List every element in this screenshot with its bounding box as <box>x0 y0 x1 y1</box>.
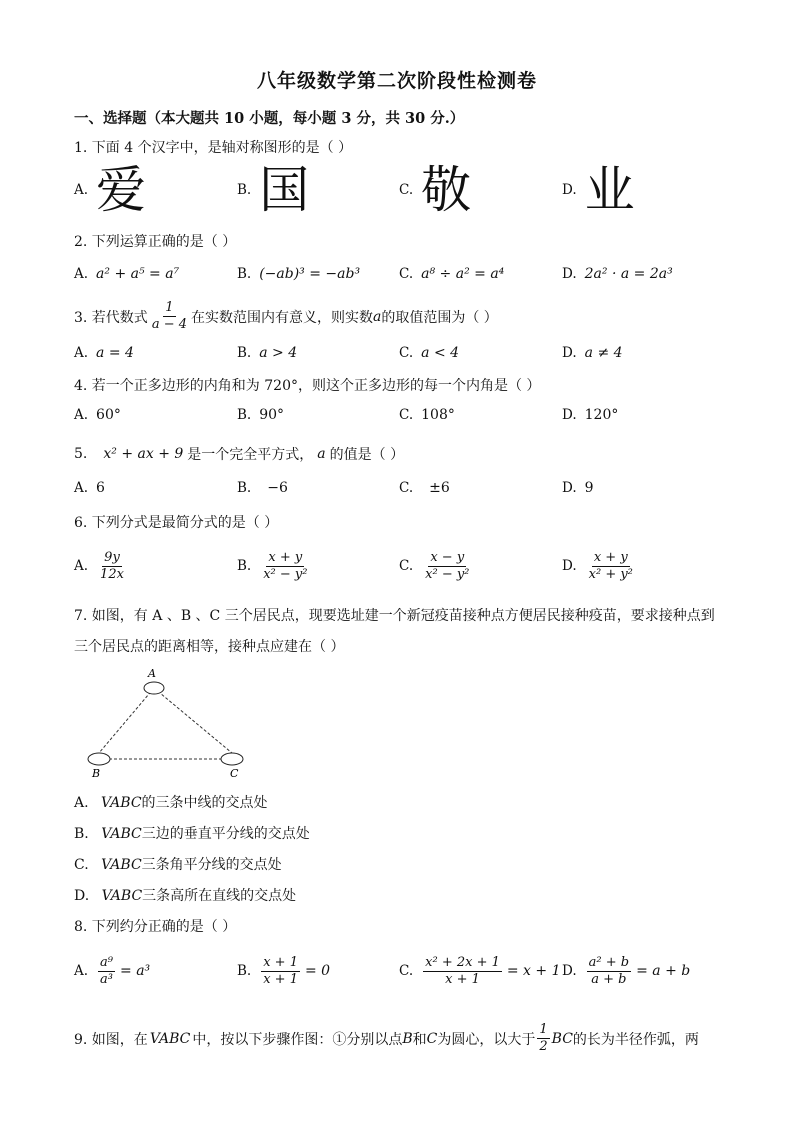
question-9-stem: 9. 如图，在 VABC 中，按以下步骤作图：①分别以点 B 和 C 为圆心，以大于 $\frac{1}{2}$ BC 的长为半径作弧，两 <box>74 1022 699 1054</box>
question-1-options <box>74 160 734 220</box>
point-b-marker <box>88 753 110 765</box>
label-c: C <box>230 767 239 780</box>
question-4-stem: 4. 若一个正多边形的内角和为 720°，则这个正多边形的每一个内角是（ ） <box>74 378 541 394</box>
option-c[interactable]: C. a < 4 <box>399 345 460 361</box>
option-a[interactable]: A. a² + a⁵ = a⁷ <box>74 266 180 282</box>
option-d[interactable]: D. a ≠ 4 <box>562 345 623 361</box>
question-7-option-c[interactable]: C. VABC三条角平分线的交点处 <box>74 857 282 873</box>
char-guo: 国 <box>259 161 310 219</box>
question-7-option-b[interactable]: B. VABC三边的垂直平分线的交点处 <box>74 826 310 842</box>
question-7-stem-line2: 三个居民点的距离相等，接种点应建在（ ） <box>74 639 345 655</box>
fraction: $\frac{1}{a - 4}$ <box>151 300 187 332</box>
option-c[interactable]: C. ±6 <box>399 480 450 496</box>
option-d[interactable]: D. 业 <box>562 161 635 219</box>
question-7-option-a[interactable]: A. VABC的三条中线的交点处 <box>74 795 268 811</box>
question-3-stem: 3. 若代数式 $\frac{1}{a - 4}$ 在实数范围内有意义，则实数 a 的取值范围为（ ） <box>74 300 498 332</box>
question-7-stem-line1: 7. 如图，有 A 、B 、C 三个居民点，现要选址建一个新冠疫苗接种点方便居民接种疫苗，要求接种点到 <box>74 608 715 624</box>
question-3-options <box>74 338 734 368</box>
option-b[interactable]: B. (−ab)³ = −ab³ <box>237 266 361 282</box>
option-a[interactable]: A. 6 <box>74 480 105 496</box>
option-b[interactable]: B. 90° <box>237 407 285 423</box>
option-d[interactable]: D. $\frac{\text{a² + b}}{a + b}$ = a + b <box>562 954 691 987</box>
page-title: 八年级数学第二次阶段性检测卷 <box>256 70 537 92</box>
triangle-figure <box>82 664 252 782</box>
option-a[interactable]: A. 爱 <box>74 161 147 219</box>
edge-ac <box>154 688 232 753</box>
label-a: A <box>148 667 156 680</box>
fraction-half: $\frac{1}{2}$ <box>539 1022 548 1054</box>
option-c[interactable]: C. 敬 <box>399 161 472 219</box>
char-jing: 敬 <box>421 161 472 219</box>
option-b[interactable]: B. −6 <box>237 480 288 496</box>
option-c[interactable]: C. $\frac{\text{x² + 2x + 1}}{x + 1}$ = x + 1 <box>399 954 561 987</box>
option-d[interactable]: D. $\frac{x + y}{\text{x² + y²}}$ <box>562 549 633 582</box>
question-2-stem: 2. 下列运算正确的是（ ） <box>74 234 237 250</box>
option-d[interactable]: D. 9 <box>562 480 594 496</box>
question-8-stem: 8. 下列约分正确的是（ ） <box>74 919 237 935</box>
option-d[interactable]: D. 120° <box>562 407 619 423</box>
char-ye: 业 <box>584 161 635 219</box>
option-a[interactable]: A. a = 4 <box>74 345 134 361</box>
option-b[interactable]: B. a > 4 <box>237 345 298 361</box>
option-c[interactable]: C. a⁸ ÷ a² = a⁴ <box>399 266 505 282</box>
option-b[interactable]: B. $\frac{x + 1}{x + 1}$ = 0 <box>237 954 331 987</box>
label-b: B <box>92 767 101 780</box>
question-4-options <box>74 400 734 430</box>
option-b[interactable]: B. 国 <box>237 161 310 219</box>
option-b[interactable]: B. $\frac{x + y}{\text{x² − y²}}$ <box>237 549 308 582</box>
point-c-marker <box>221 753 243 765</box>
option-c[interactable]: C. 108° <box>399 407 455 423</box>
point-a-marker <box>144 682 164 694</box>
question-6-stem: 6. 下列分式是最简分式的是（ ） <box>74 515 279 531</box>
question-5-stem: 5. x² + ax + 9 是一个完全平方式， a 的值是（ ） <box>74 446 405 463</box>
question-1-stem: 1. 下面 4 个汉字中，是轴对称图形的是（ ） <box>74 140 353 156</box>
question-8-options <box>74 951 734 991</box>
char-ai: 爱 <box>96 161 147 219</box>
option-a[interactable]: A. $\frac{\text{a⁹}}{\text{a³}}$ = a³ <box>74 954 151 987</box>
question-6-options <box>74 546 734 586</box>
question-5-options <box>74 473 734 503</box>
question-7-option-d[interactable]: D. VABC三条高所在直线的交点处 <box>74 888 297 904</box>
edge-ab <box>99 688 154 753</box>
option-a[interactable]: A. $\frac{9y}{12x}$ <box>74 549 124 582</box>
section-heading: 一、选择题（本大题共 10 小题，每小题 3 分，共 30 分.） <box>74 110 465 127</box>
option-d[interactable]: D. 2a² · a = 2a³ <box>562 266 673 282</box>
question-2-options <box>74 259 734 289</box>
option-a[interactable]: A. 60° <box>74 407 121 423</box>
option-c[interactable]: C. $\frac{x - y}{\text{x² − y²}}$ <box>399 549 470 582</box>
